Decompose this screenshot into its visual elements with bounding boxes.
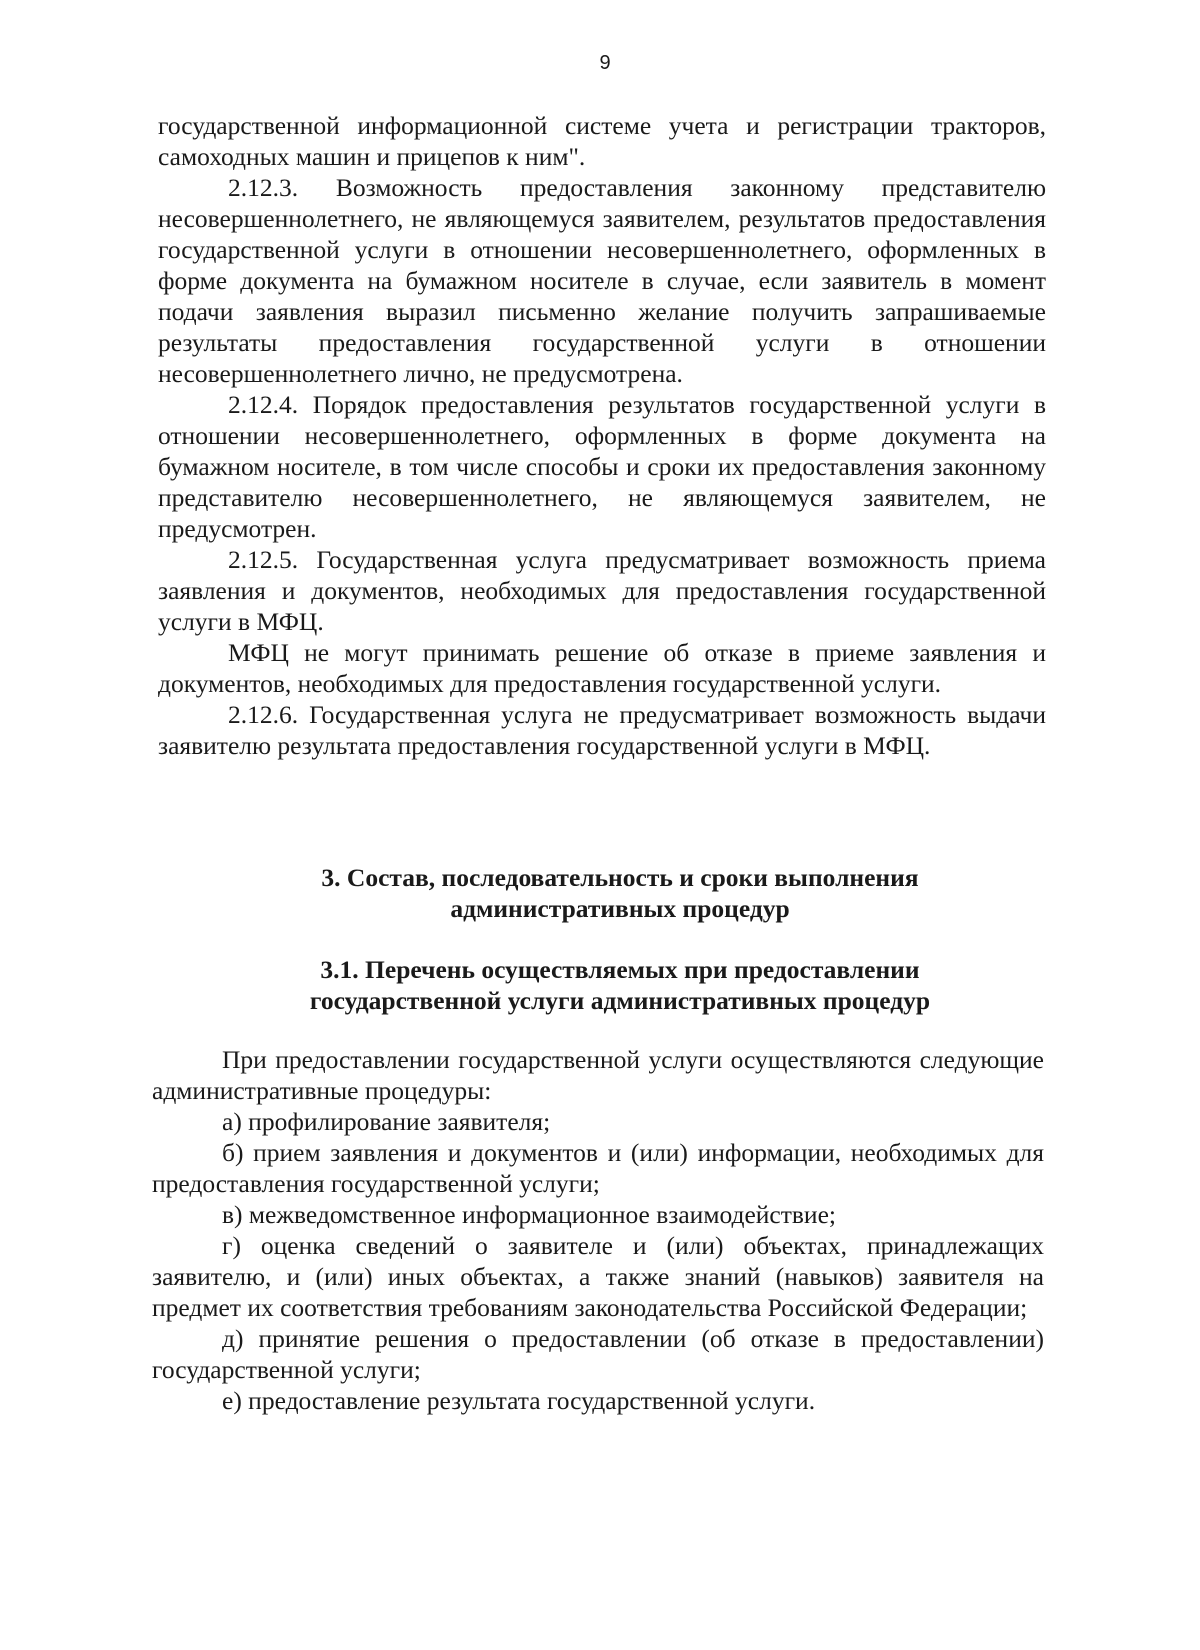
top-text-block (158, 110, 1046, 761)
paragraph-2-12-3: 2.12.3. Возможность предоставления законному представителю несовершеннолетнего, не являющемуся заявителем, результатов предоставления государственной услуги в отношении несовершеннолетнего, оформленных в форме документа на бумажном носителе в случае, если заявитель в момент подачи заявления выразил письменно желание получить запрашиваемые результаты предоставления государственной услуги в отношении несовершеннолетнего лично, не предусмотрена. (158, 173, 1046, 388)
paragraph-2-12-5: 2.12.5. Государственная услуга предусматривает возможность приема заявления и документов, необходимых для предоставления государственной услуги в МФЦ. (158, 545, 1046, 636)
bottom-text-block (152, 1044, 1044, 1416)
list-item-g: г) оценка сведений о заявителе и (или) объектах, принадлежащих заявителю, и (или) иных объектах, а также знаний (навыков) заявителя на предмет их соответствия требованиям законодательства Российской Федерации; (152, 1231, 1044, 1322)
list-item-d: д) принятие решения о предоставлении (об отказе в предоставлении) государственной услуги; (152, 1324, 1044, 1384)
paragraph-2-12-4: 2.12.4. Порядок предоставления результатов государственной услуги в отношении несовершеннолетнего, оформленных в форме документа на бумажном носителе, в том числе способы и сроки их предоставления законному представителю несовершеннолетнего, не являющемуся заявителем, не предусмотрен. (158, 390, 1046, 543)
section-3-1-heading (200, 954, 1040, 1016)
list-item-v: в) межведомственное информационное взаимодействие; (222, 1200, 836, 1229)
list-item-e: е) предоставление результата государственной услуги. (222, 1386, 816, 1415)
list-item-a: а) профилирование заявителя; (222, 1107, 551, 1136)
section-3-1-heading-line1: 3.1. Перечень осуществляемых при предоставлении (320, 955, 920, 984)
paragraph-2-12-6: 2.12.6. Государственная услуга не предусматривает возможность выдачи заявителю результата предоставления государственной услуги в МФЦ. (158, 700, 1046, 760)
section-3-heading (200, 862, 1040, 924)
section-3-heading-line1: 3. Состав, последовательность и сроки выполнения (321, 863, 919, 892)
paragraph: государственной информационной системе учета и регистрации тракторов, самоходных машин и прицепов к ним". (158, 111, 1046, 171)
section-3-heading-line2: административных процедур (450, 894, 790, 923)
section-3-1-heading-line2: государственной услуги административных процедур (309, 986, 931, 1015)
list-item-b: б) прием заявления и документов и (или) информации, необходимых для предоставления государственной услуги; (152, 1138, 1044, 1198)
paragraph-intro: При предоставлении государственной услуги осуществляются следующие административные процедуры: (152, 1045, 1044, 1105)
page-number: 9 (599, 52, 611, 74)
paragraph-mfc: МФЦ не могут принимать решение об отказе в приеме заявления и документов, необходимых для предоставления государственной услуги. (158, 638, 1046, 698)
